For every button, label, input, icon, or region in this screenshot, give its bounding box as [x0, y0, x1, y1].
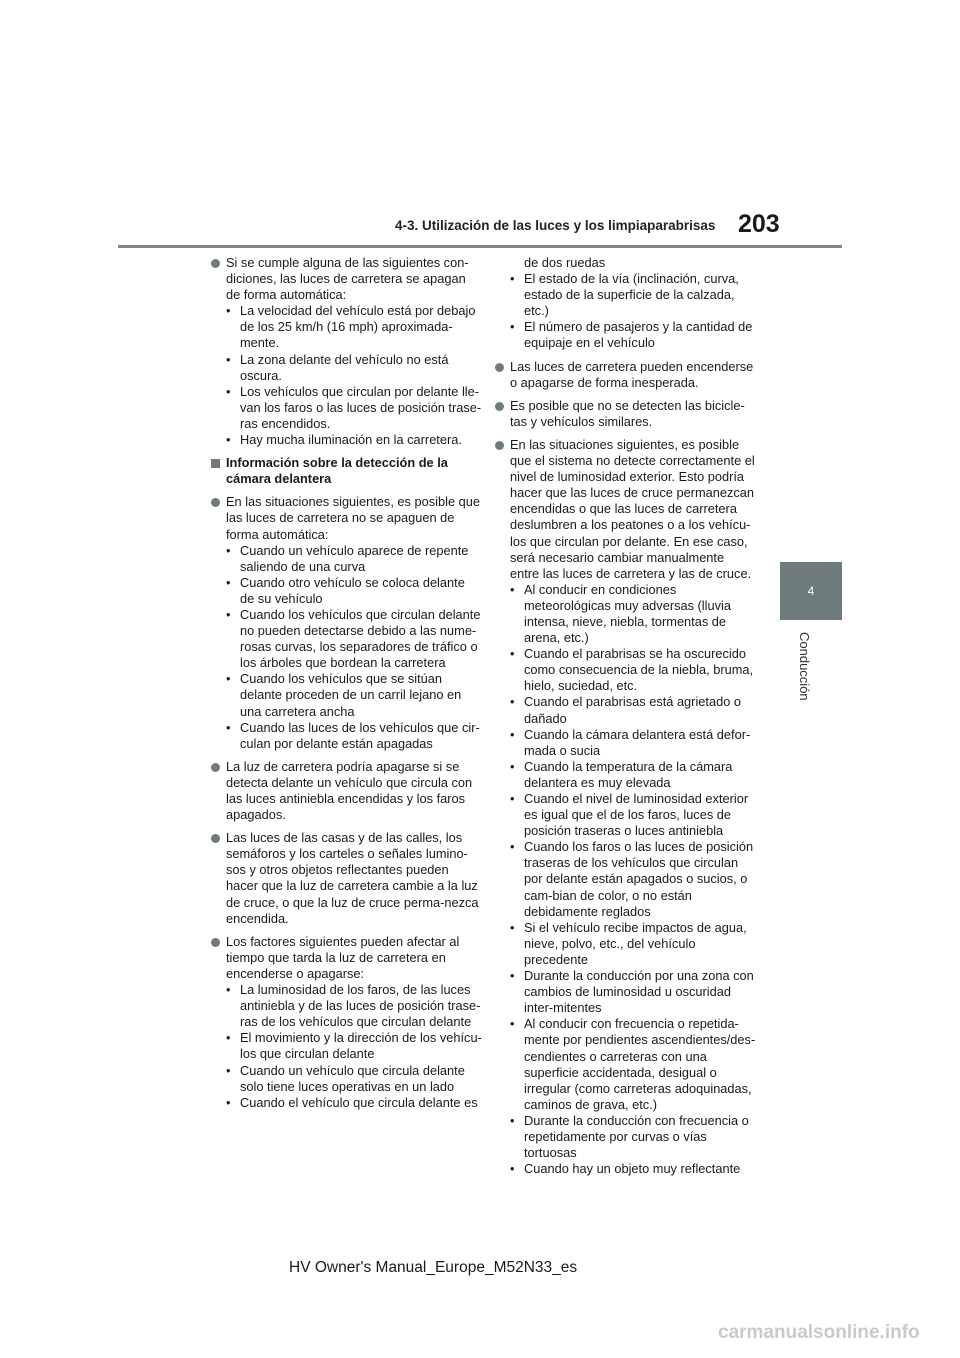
- left-column: [210, 255, 482, 1118]
- chapter-tab: [780, 562, 842, 620]
- list-item: • Cuando los vehículos que se sitúan delante proceden de un carril lejano en una carretera ancha: [226, 671, 462, 719]
- list-item: • La zona delante del vehículo no está oscura.: [226, 351, 449, 383]
- list-item: • Cuando otro vehículo se coloca delante de su vehículo: [226, 574, 465, 606]
- list-item: • Cuando la cámara delantera está defor-mada o sucia: [510, 726, 751, 758]
- bullet-circle-icon: [495, 363, 504, 372]
- bullet-dot-icon: •: [510, 839, 515, 855]
- list-item: • Cuando el parabrisas se ha oscurecido como consecuencia de la niebla, bruma, hielo, suciedad, etc.: [510, 646, 754, 694]
- bullet-circle-icon: [211, 938, 220, 947]
- list-item-continued: de dos ruedas: [524, 255, 606, 270]
- list-item: • Al conducir en condiciones meteorológicas muy adversas (lluvia intensa, nieve, niebla, tormentas de arena, etc.): [510, 581, 731, 646]
- page-number: 203: [738, 210, 780, 238]
- bullet-dot-icon: •: [226, 606, 231, 622]
- bullet-dot-icon: •: [226, 383, 231, 399]
- paragraph-reflective-objects: Las luces de las casas y de las calles, los semáforos y los carteles o señales lumino-sos y otros objetos reflectantes pueden hacer que la luz de carretera cambie a la luz de cruce, o que la luz de cruce perma-nezca encendida.: [210, 830, 482, 927]
- bullet-circle-icon: [211, 498, 220, 507]
- bullet-dot-icon: •: [510, 758, 515, 774]
- paragraph-bicycles: Es posible que no se detecten las bicicle-tas y vehículos similares.: [494, 398, 756, 430]
- bullet-dot-icon: •: [226, 542, 231, 558]
- bullet-dot-icon: •: [510, 581, 515, 597]
- paragraph-intro: Si se cumple alguna de las siguientes con-diciones, las luces de carretera se apagan de forma automática:: [226, 255, 469, 303]
- bullet-circle-icon: [211, 834, 220, 843]
- bullet-dot-icon: •: [510, 319, 515, 335]
- list-item: • Cuando el vehículo que circula delante es: [226, 1094, 478, 1110]
- paragraph-intro: Los factores siguientes pueden afectar al tiempo que tarda la luz de carretera en encenderse o apagarse:: [226, 933, 460, 981]
- list-item: • Si el vehículo recibe impactos de agua, nieve, polvo, etc., del vehículo precedente: [510, 919, 747, 967]
- paragraph-unexpected: Las luces de carretera pueden encenderse o apagarse de forma inesperada.: [494, 359, 756, 391]
- right-column: [494, 255, 756, 1184]
- list-item: • Cuando hay un objeto muy reflectante: [510, 1161, 741, 1177]
- section-heading: Información sobre la detección de la cámara delantera: [210, 455, 482, 487]
- paragraph-fog-lights: La luz de carretera podría apagarse si se detecta delante un vehículo que circula con las luces antiniebla encendidas y los faros apagados.: [210, 759, 482, 823]
- list-item: • Hay mucha iluminación en la carretera.: [226, 432, 462, 448]
- bullet-dot-icon: •: [226, 1062, 231, 1078]
- paragraph-timing-factors: [210, 934, 482, 1111]
- bullet-dot-icon: •: [226, 351, 231, 367]
- bullet-dot-icon: •: [510, 271, 515, 287]
- list-item: • La luminosidad de los faros, de las luces antiniebla y de las luces de posición trase-ras de los vehículos que circulan delante: [226, 982, 481, 1030]
- bullet-dot-icon: •: [226, 574, 231, 590]
- bullet-dot-icon: •: [510, 726, 515, 742]
- paragraph-intro: En las situaciones siguientes, es posible que el sistema no detecte correctamente el nivel de luminosidad exterior. Esto podría hacer que las luces de cruce permanezcan encendidas o que las luces de carretera deslumbren a los peatones o a los vehícu-los que circulan por delante. En ese caso, será necesario cambiar manualmente entre las luces de carretera y las de cruce.: [510, 436, 755, 581]
- list-item: • Cuando el nivel de luminosidad exterior es igual que el de los faros, luces de posición traseras o luces antiniebla: [510, 791, 749, 839]
- bullet-circle-icon: [495, 402, 504, 411]
- list-item: • Durante la conducción por una zona con cambios de luminosidad u oscuridad inter-mitentes: [510, 968, 754, 1016]
- section-title: 4-3. Utilización de las luces y los limpiaparabrisas: [395, 218, 716, 233]
- bullet-dot-icon: •: [510, 646, 515, 662]
- chapter-label: Conducción: [797, 632, 812, 701]
- bullet-dot-icon: •: [226, 1094, 231, 1110]
- bullet-dot-icon: •: [510, 919, 515, 935]
- bullet-circle-icon: [495, 441, 504, 450]
- list-item: • Al conducir con frecuencia o repetida-mente por pendientes ascendientes/des-cendientes o carreteras con una superficie accidentada, desigual o irregular (como carreteras adoquinadas, caminos de grava, etc.): [510, 1016, 756, 1112]
- bullet-dot-icon: •: [226, 1030, 231, 1046]
- list-item: • Cuando un vehículo aparece de repente saliendo de una curva: [226, 542, 469, 574]
- paragraph-no-auto-off: [210, 494, 482, 752]
- list-item: • El número de pasajeros y la cantidad de equipaje en el vehículo: [510, 319, 753, 351]
- bullet-circle-icon: [211, 259, 220, 268]
- list-item: • Cuando las luces de los vehículos que cir-culan por delante están apagadas: [226, 719, 480, 751]
- paragraph-intro: En las situaciones siguientes, es posible que las luces de carretera no se apaguen de forma automática:: [226, 494, 480, 542]
- list-item: • Cuando la temperatura de la cámara delantera es muy elevada: [510, 758, 733, 790]
- list-item: • La velocidad del vehículo está por debajo de los 25 km/h (16 mph) aproximada-mente.: [226, 303, 476, 351]
- heading-square-icon: [211, 459, 220, 468]
- chapter-number: 4: [807, 584, 815, 598]
- bullet-circle-icon: [211, 763, 220, 772]
- bullet-dot-icon: •: [510, 1161, 515, 1177]
- footer-manual-id: HV Owner's Manual_Europe_M52N33_es: [289, 1259, 578, 1276]
- list-item: • Cuando los vehículos que circulan delante no pueden detectarse debido a las nume-rosas curvas, los separadores de tráfico o los árboles que bordean la carretera: [226, 606, 481, 671]
- bullet-dot-icon: •: [510, 1112, 515, 1128]
- paragraph-auto-off: [210, 255, 482, 448]
- paragraph-brightness-detection: [494, 437, 756, 1177]
- watermark: carmanualsonline.info: [718, 1322, 920, 1343]
- bullet-dot-icon: •: [510, 1016, 515, 1032]
- list-item: • El estado de la vía (inclinación, curva, estado de la superficie de la calzada, etc.): [510, 271, 739, 319]
- bullet-dot-icon: •: [226, 432, 231, 448]
- bullet-dot-icon: •: [510, 968, 515, 984]
- bullet-dot-icon: •: [226, 303, 231, 319]
- list-item: • Cuando los faros o las luces de posición traseras de los vehículos que circulan por delante están apagados o sucios, o cam-bian de color, o no están debidamente reglados: [510, 839, 754, 919]
- bullet-dot-icon: •: [226, 982, 231, 998]
- bullet-dot-icon: •: [510, 791, 515, 806]
- list-item: • Los vehículos que circulan por delante lle-van los faros o las luces de posición trase-ras encendidos.: [226, 383, 482, 431]
- list-item: • Cuando el parabrisas está agrietado o dañado: [510, 694, 741, 726]
- list-item: • Cuando un vehículo que circula delante solo tiene luces operativas en un lado: [226, 1062, 465, 1094]
- header-divider: [118, 245, 842, 248]
- bullet-dot-icon: •: [226, 719, 231, 735]
- list-item: • Durante la conducción con frecuencia o repetidamente por curvas o vías tortuosas: [510, 1112, 749, 1161]
- bullet-dot-icon: •: [510, 694, 515, 710]
- list-item: • El movimiento y la dirección de los vehícu-los que circulan delante: [226, 1030, 482, 1062]
- bullet-dot-icon: •: [226, 671, 231, 687]
- paragraph-continuation: [494, 255, 756, 352]
